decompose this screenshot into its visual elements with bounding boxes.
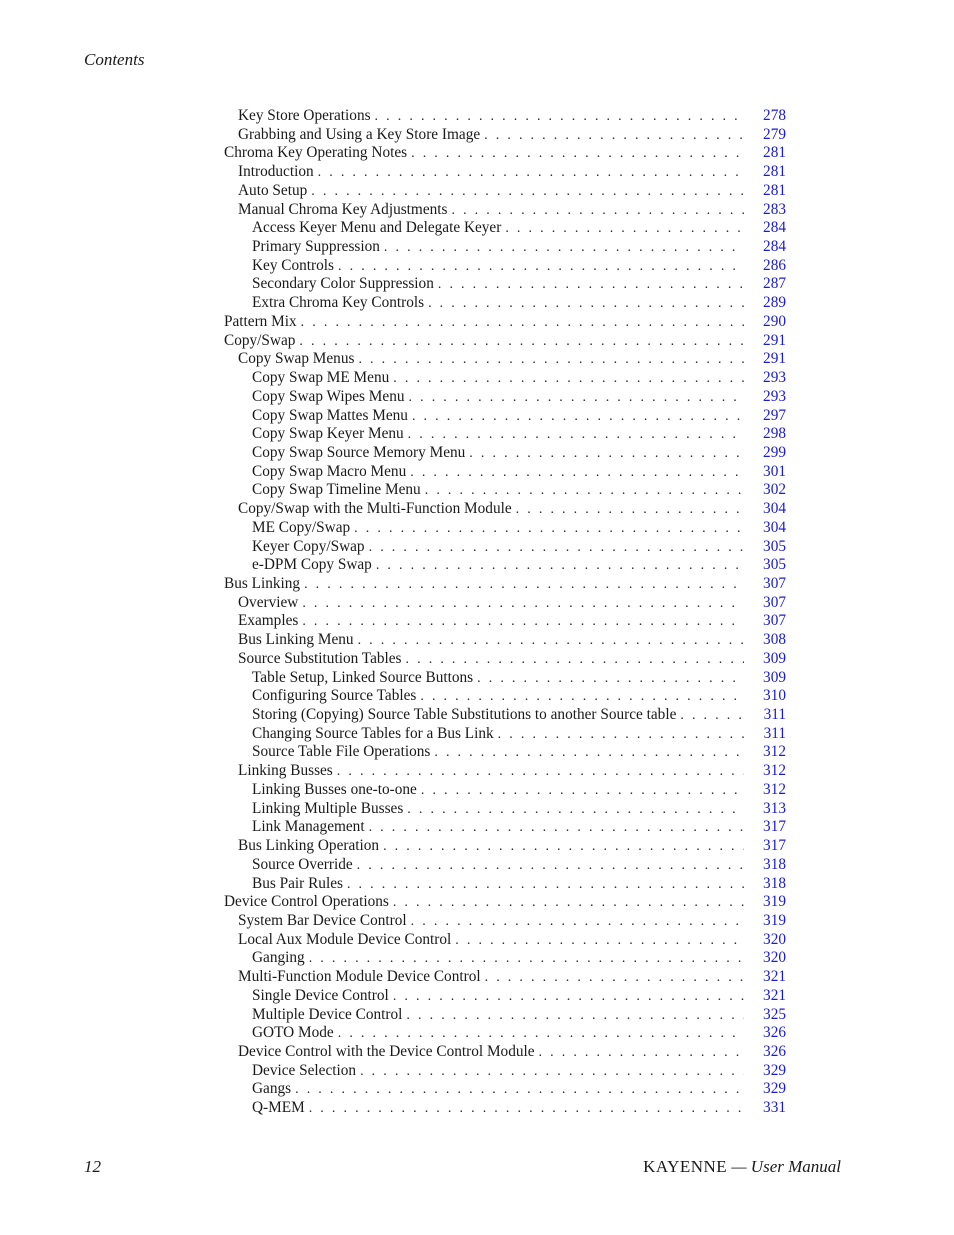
- dot-leader: [420, 688, 744, 707]
- dot-leader: [354, 520, 744, 539]
- dot-leader: [383, 838, 744, 857]
- toc-page-link[interactable]: 329: [763, 1080, 786, 1098]
- dot-leader: [434, 744, 744, 763]
- toc-entry-title: Device Selection: [252, 1061, 357, 1079]
- toc-entry-title: Copy Swap Timeline Menu: [252, 481, 421, 499]
- toc-page-link[interactable]: 307: [763, 593, 786, 611]
- dot-leader: [337, 763, 744, 782]
- toc-entry[interactable]: [224, 575, 786, 594]
- dot-leader: [309, 1100, 744, 1119]
- toc-entry-title: Auto Setup: [238, 181, 308, 199]
- toc-entry-title: Bus Linking Menu: [238, 631, 354, 649]
- toc-entry-title: Bus Linking: [224, 575, 301, 592]
- dot-leader: [411, 913, 744, 932]
- toc-entry-title: Ganging: [252, 949, 305, 967]
- dot-leader: [484, 127, 744, 146]
- dot-leader: [428, 295, 744, 314]
- toc-page-link[interactable]: 284: [763, 238, 786, 256]
- toc-page-link[interactable]: 278: [763, 107, 786, 124]
- running-footer: [643, 1157, 841, 1177]
- toc-page-link[interactable]: 291: [763, 331, 786, 349]
- toc-entry-title: Copy/Swap with the Multi-Function Module: [238, 500, 512, 518]
- toc-entry-title: Multi-Function Module Device Control: [238, 968, 481, 986]
- toc-entry[interactable]: [252, 818, 786, 837]
- dot-leader: [375, 108, 744, 127]
- toc-entry-title: Key Controls: [252, 256, 335, 274]
- dot-leader: [358, 632, 744, 651]
- toc-entry[interactable]: [252, 1024, 786, 1043]
- toc-entry-title: ME Copy/Swap: [252, 518, 351, 536]
- toc-entry[interactable]: [238, 912, 786, 931]
- dot-leader: [369, 819, 744, 838]
- toc-entry[interactable]: [238, 163, 786, 182]
- dot-leader: [295, 1081, 744, 1100]
- toc-entry[interactable]: [252, 444, 786, 463]
- toc-page-link[interactable]: 305: [763, 556, 786, 574]
- running-header: Contents: [84, 50, 145, 69]
- dot-leader: [299, 333, 744, 352]
- toc-entry[interactable]: [252, 725, 786, 744]
- toc-page-link[interactable]: 321: [763, 968, 786, 986]
- toc-entry-title: Link Management: [252, 818, 365, 836]
- toc-entry[interactable]: [252, 987, 786, 1006]
- toc-entry-title: Gangs: [252, 1080, 292, 1098]
- toc-entry-title: Manual Chroma Key Adjustments: [238, 200, 448, 218]
- toc-page-link[interactable]: 326: [763, 1043, 786, 1060]
- toc-entry-title: Bus Linking Operation: [238, 837, 380, 855]
- toc-entry-title: Source Substitution Tables: [238, 649, 402, 667]
- toc-page-link[interactable]: 313: [763, 799, 786, 817]
- toc-entry[interactable]: [238, 126, 786, 145]
- toc-page-link[interactable]: 304: [763, 518, 786, 536]
- dot-leader: [421, 782, 744, 801]
- toc-entry-title: Access Keyer Menu and Delegate Keyer: [252, 219, 502, 237]
- dot-leader: [498, 726, 744, 745]
- toc-page-link[interactable]: 298: [763, 425, 786, 443]
- toc-page-link[interactable]: 305: [763, 537, 786, 555]
- toc-page-link[interactable]: 301: [763, 462, 786, 480]
- toc-entry[interactable]: [252, 1062, 786, 1081]
- toc-entry[interactable]: [252, 781, 786, 800]
- toc-entry[interactable]: [224, 893, 786, 912]
- toc-entry-title: System Bar Device Control: [238, 911, 407, 929]
- toc-entry-title: Copy Swap ME Menu: [252, 369, 390, 387]
- toc-page-link[interactable]: 283: [763, 200, 786, 218]
- toc-entry-title: Storing (Copying) Source Table Substitutions to another Source table: [252, 706, 677, 724]
- toc-page-link[interactable]: 329: [763, 1061, 786, 1079]
- toc-page-link[interactable]: 304: [763, 500, 786, 518]
- toc-entry[interactable]: [238, 500, 786, 519]
- toc-entry-title: Copy Swap Source Memory Menu: [252, 443, 466, 461]
- toc-entry-title: Key Store Operations: [238, 107, 371, 124]
- toc-entry-title: Secondary Color Suppression: [252, 275, 434, 293]
- toc-page-link[interactable]: 317: [763, 818, 786, 836]
- dot-leader: [505, 220, 744, 239]
- toc-entry[interactable]: [238, 201, 786, 220]
- toc-entry[interactable]: [238, 837, 786, 856]
- toc-entry[interactable]: [252, 219, 786, 238]
- toc-page-link[interactable]: 319: [763, 911, 786, 929]
- toc-page-link[interactable]: 310: [763, 687, 786, 705]
- toc-entry[interactable]: [252, 856, 786, 875]
- toc-entry[interactable]: [238, 182, 786, 201]
- toc-entry[interactable]: [252, 875, 786, 894]
- toc-page-link[interactable]: 312: [763, 762, 786, 780]
- toc-page-link[interactable]: 309: [763, 668, 786, 686]
- dot-leader: [376, 557, 744, 576]
- toc-entry[interactable]: [252, 1006, 786, 1025]
- toc-entry-title: Source Override: [252, 855, 353, 873]
- dot-leader: [406, 1007, 744, 1026]
- toc-page-link[interactable]: 325: [763, 1005, 786, 1023]
- toc-entry-title: Extra Chroma Key Controls: [252, 294, 425, 312]
- toc-entry-title: Device Control with the Device Control Module: [238, 1043, 535, 1060]
- toc-entry[interactable]: [252, 538, 786, 557]
- toc-entry-title: Single Device Control: [252, 986, 389, 1004]
- toc-page-link[interactable]: 317: [763, 837, 786, 855]
- dot-leader: [311, 183, 744, 202]
- toc-entry-title: GOTO Mode: [252, 1024, 334, 1042]
- dot-leader: [309, 950, 744, 969]
- toc-page-link[interactable]: 320: [763, 949, 786, 967]
- toc-entry-title: Copy Swap Macro Menu: [252, 462, 407, 480]
- toc-page-link[interactable]: 281: [763, 163, 786, 181]
- dot-leader: [302, 613, 744, 632]
- toc-entry-title: Introduction: [238, 163, 314, 181]
- dot-leader: [338, 258, 744, 277]
- toc-entry-title: Linking Busses: [238, 762, 333, 780]
- toc-entry[interactable]: [252, 687, 786, 706]
- toc-entry-title: Primary Suppression: [252, 238, 380, 256]
- toc-entry-title: Multiple Device Control: [252, 1005, 403, 1023]
- toc-page-link[interactable]: 318: [763, 855, 786, 873]
- toc-entry[interactable]: [252, 238, 786, 257]
- dot-leader: [347, 876, 744, 895]
- toc-entry[interactable]: [252, 949, 786, 968]
- dot-leader: [425, 482, 744, 501]
- toc-page-link[interactable]: 290: [763, 312, 786, 330]
- toc-page-link[interactable]: 286: [763, 256, 786, 274]
- toc-entry[interactable]: [252, 407, 786, 426]
- dot-leader: [410, 464, 744, 483]
- toc-entry[interactable]: [238, 650, 786, 669]
- toc-entry-title: Device Control Operations: [224, 893, 389, 911]
- toc-page-link[interactable]: 319: [763, 893, 786, 911]
- toc-page-link[interactable]: 297: [763, 406, 786, 424]
- toc-entry[interactable]: [252, 800, 786, 819]
- toc-page-link[interactable]: 291: [763, 350, 786, 368]
- toc-page-link[interactable]: 320: [763, 930, 786, 948]
- dot-leader: [393, 988, 744, 1007]
- toc-entry-title: Configuring Source Tables: [252, 687, 417, 705]
- toc-entry-title: Linking Multiple Busses: [252, 799, 404, 817]
- toc-entry-title: Copy Swap Wipes Menu: [252, 387, 405, 405]
- toc-page-link[interactable]: 287: [763, 275, 786, 293]
- dot-leader: [680, 707, 744, 726]
- toc-page-link[interactable]: 312: [763, 780, 786, 798]
- toc-entry[interactable]: [252, 388, 786, 407]
- toc-entry-title: Keyer Copy/Swap: [252, 537, 365, 555]
- toc-page-link[interactable]: 284: [763, 219, 786, 237]
- toc-page-link[interactable]: 293: [763, 387, 786, 405]
- toc-page-link[interactable]: 281: [763, 181, 786, 199]
- toc-entry-title: Examples: [238, 612, 299, 630]
- dot-leader: [406, 651, 744, 670]
- toc-entry[interactable]: [252, 556, 786, 575]
- toc-page-link[interactable]: 302: [763, 481, 786, 499]
- toc-entry[interactable]: [252, 1080, 786, 1099]
- toc-entry[interactable]: [224, 332, 786, 351]
- dot-leader: [384, 239, 744, 258]
- dot-leader: [360, 1063, 744, 1082]
- toc-entry[interactable]: [238, 612, 786, 631]
- toc-page-link[interactable]: 321: [763, 986, 786, 1004]
- dot-leader: [485, 969, 744, 988]
- toc-entry[interactable]: [252, 706, 786, 725]
- toc-entry[interactable]: [252, 519, 786, 538]
- toc-page-link[interactable]: 309: [763, 649, 786, 667]
- toc-entry[interactable]: [252, 425, 786, 444]
- toc-entry[interactable]: [238, 594, 786, 613]
- toc-entry-title: Bus Pair Rules: [252, 874, 343, 892]
- toc-entry-title: Table Setup, Linked Source Buttons: [252, 668, 474, 686]
- dot-leader: [369, 539, 744, 558]
- toc-entry[interactable]: [252, 743, 786, 762]
- dot-leader: [469, 445, 744, 464]
- dot-leader: [318, 164, 744, 183]
- dot-leader: [358, 351, 744, 370]
- toc-page-link[interactable]: 311: [763, 724, 786, 742]
- toc-entry[interactable]: [252, 463, 786, 482]
- toc-page-link[interactable]: 326: [763, 1024, 786, 1042]
- toc-page-link[interactable]: 293: [763, 369, 786, 387]
- dot-leader: [302, 595, 744, 614]
- toc-page-link[interactable]: 289: [763, 294, 786, 312]
- product-name: KAYENNE: [643, 1157, 728, 1176]
- dot-leader: [408, 426, 744, 445]
- toc-page-link[interactable]: 279: [763, 125, 786, 143]
- toc-page-link[interactable]: 281: [763, 144, 786, 162]
- toc-entry[interactable]: [252, 481, 786, 500]
- dot-leader: [516, 501, 744, 520]
- toc-entry-title: e-DPM Copy Swap: [252, 556, 372, 574]
- dot-leader: [338, 1025, 744, 1044]
- dot-leader: [393, 894, 744, 913]
- dot-leader: [477, 670, 744, 689]
- dot-leader: [438, 276, 744, 295]
- toc-entry-title: Chroma Key Operating Notes: [224, 144, 408, 162]
- toc-entry[interactable]: [252, 1099, 786, 1118]
- toc-entry[interactable]: [238, 631, 786, 650]
- toc-entry-title: Grabbing and Using a Key Store Image: [238, 125, 481, 143]
- toc-page-link[interactable]: 299: [763, 443, 786, 461]
- toc-entry[interactable]: [238, 931, 786, 950]
- toc-entry-title: Pattern Mix: [224, 312, 297, 330]
- toc-entry-title: Source Table File Operations: [252, 743, 431, 761]
- toc-entry-title: Local Aux Module Device Control: [238, 930, 452, 948]
- dot-leader: [539, 1044, 744, 1063]
- footer-separator: —: [731, 1157, 747, 1176]
- toc-page-link[interactable]: 308: [763, 631, 786, 649]
- page-number: 12: [84, 1157, 101, 1176]
- dot-leader: [301, 314, 744, 333]
- toc-entry-title: Copy Swap Mattes Menu: [252, 406, 408, 424]
- toc-entry[interactable]: [252, 669, 786, 688]
- toc-entry[interactable]: [238, 968, 786, 987]
- dot-leader: [304, 576, 744, 595]
- dot-leader: [451, 202, 744, 221]
- dot-leader: [409, 389, 745, 408]
- toc-entry-title: Overview: [238, 593, 299, 611]
- toc-entry[interactable]: [238, 107, 786, 126]
- toc-entry[interactable]: [252, 275, 786, 294]
- toc-entry[interactable]: [224, 313, 786, 332]
- dot-leader: [455, 932, 744, 951]
- dot-leader: [407, 801, 744, 820]
- toc-page-link[interactable]: 307: [763, 612, 786, 630]
- dot-leader: [393, 370, 744, 389]
- dot-leader: [357, 857, 744, 876]
- toc-entry-title: Changing Source Tables for a Bus Link: [252, 724, 494, 742]
- toc-entry[interactable]: [252, 369, 786, 388]
- toc-page-link[interactable]: 331: [763, 1099, 786, 1117]
- toc-entry-title: Q-MEM: [252, 1099, 305, 1117]
- dot-leader: [412, 408, 744, 427]
- manual-name: User Manual: [750, 1157, 841, 1176]
- toc-entry-title: Copy Swap Menus: [238, 350, 355, 368]
- toc-entry-title: Linking Busses one-to-one: [252, 780, 417, 798]
- toc-entry[interactable]: [238, 350, 786, 369]
- toc-page-link[interactable]: 307: [763, 575, 786, 592]
- toc-entry[interactable]: [252, 294, 786, 313]
- toc-entry[interactable]: [224, 144, 786, 163]
- toc-entry-title: Copy/Swap: [224, 331, 296, 349]
- toc-page-link[interactable]: 311: [763, 706, 786, 724]
- toc-entry[interactable]: [238, 762, 786, 781]
- toc-entry-title: Copy Swap Keyer Menu: [252, 425, 404, 443]
- toc-page-link[interactable]: 318: [763, 874, 786, 892]
- toc-entry[interactable]: [252, 257, 786, 276]
- dot-leader: [411, 145, 744, 164]
- toc-page-link[interactable]: 312: [763, 743, 786, 761]
- toc-entry[interactable]: [238, 1043, 786, 1062]
